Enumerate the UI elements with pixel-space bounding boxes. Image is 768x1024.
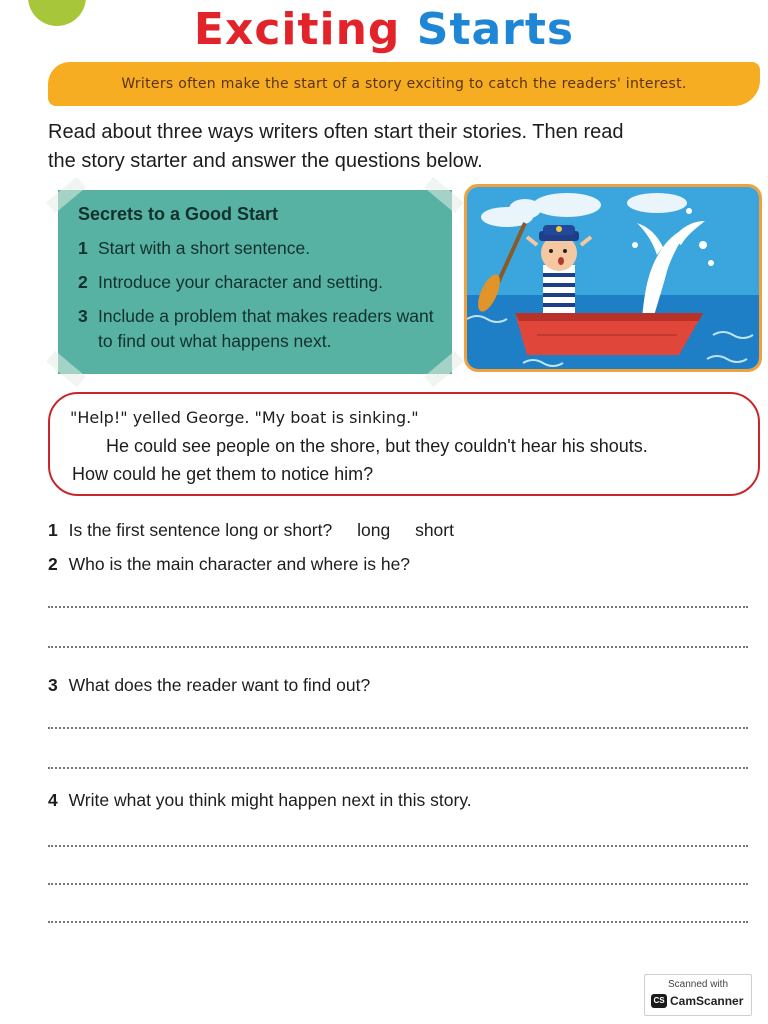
question-text: Write what you think might happen next in this story. — [68, 790, 472, 810]
answer-line[interactable] — [48, 767, 748, 769]
tip-number: 2 — [78, 272, 88, 292]
watermark-caption: Scanned with — [667, 979, 729, 990]
tip-text: Start with a short sentence. — [98, 238, 311, 258]
tips-box — [58, 190, 452, 374]
answer-line[interactable] — [48, 921, 748, 923]
tape-decoration — [424, 351, 464, 387]
banner-text: Writers often make the start of a story exciting to catch the readers' interest. — [121, 76, 687, 92]
question-number: 2 — [48, 554, 58, 574]
page-title — [0, 4, 768, 55]
instructions-line-1: Read about three ways writers often start their stories. Then read — [48, 121, 624, 143]
instructions-line-2: the story starter and answer the questions below. — [48, 150, 483, 172]
question-3 — [48, 675, 370, 696]
sea-scene — [467, 187, 759, 369]
question-number: 1 — [48, 520, 58, 540]
story-line-3: How could he get them to notice him? — [72, 464, 374, 484]
tape-decoration — [46, 351, 86, 387]
answer-line[interactable] — [48, 606, 748, 608]
question-4 — [48, 790, 472, 811]
answer-line[interactable] — [48, 845, 748, 847]
tip-item — [78, 270, 438, 295]
tip-number: 1 — [78, 238, 88, 258]
tip-text: Include a problem that makes readers want to find out what happens next. — [98, 306, 434, 351]
story-illustration — [464, 184, 762, 372]
camscanner-logo-icon: CS — [651, 994, 667, 1008]
camscanner-watermark — [644, 974, 752, 1016]
story-line-2: He could see people on the shore, but they couldn't hear his shouts. — [106, 436, 648, 456]
story-starter-box — [48, 392, 760, 496]
question-text: Is the first sentence long or short? — [68, 520, 333, 540]
answer-line[interactable] — [48, 883, 748, 885]
question-number: 3 — [48, 675, 58, 695]
answer-line[interactable] — [48, 727, 748, 729]
question-text: Who is the main character and where is he? — [68, 554, 411, 574]
tips-title: Secrets to a Good Start — [78, 204, 279, 224]
tip-item — [78, 236, 438, 261]
question-1 — [48, 520, 454, 541]
watermark-brand — [651, 994, 743, 1008]
title-word-starts: Starts — [416, 4, 575, 55]
watermark-brand-text: CamScanner — [670, 994, 744, 1008]
question-text: What does the reader want to find out? — [68, 675, 371, 695]
answer-option-short[interactable]: short — [415, 520, 454, 540]
boat-icon — [515, 313, 703, 355]
answer-option-long[interactable]: long — [357, 520, 391, 540]
tip-number: 3 — [78, 306, 88, 326]
tip-text: Introduce your character and setting. — [98, 272, 384, 292]
tip-item — [78, 304, 438, 354]
answer-line[interactable] — [48, 646, 748, 648]
title-word-exciting: Exciting — [193, 4, 401, 55]
instructions — [48, 118, 748, 176]
story-line-1: "Help!" yelled George. "My boat is sinking." — [70, 408, 419, 427]
question-2 — [48, 554, 410, 575]
subtitle-banner — [48, 62, 760, 106]
tape-decoration — [424, 177, 464, 213]
question-number: 4 — [48, 790, 58, 810]
